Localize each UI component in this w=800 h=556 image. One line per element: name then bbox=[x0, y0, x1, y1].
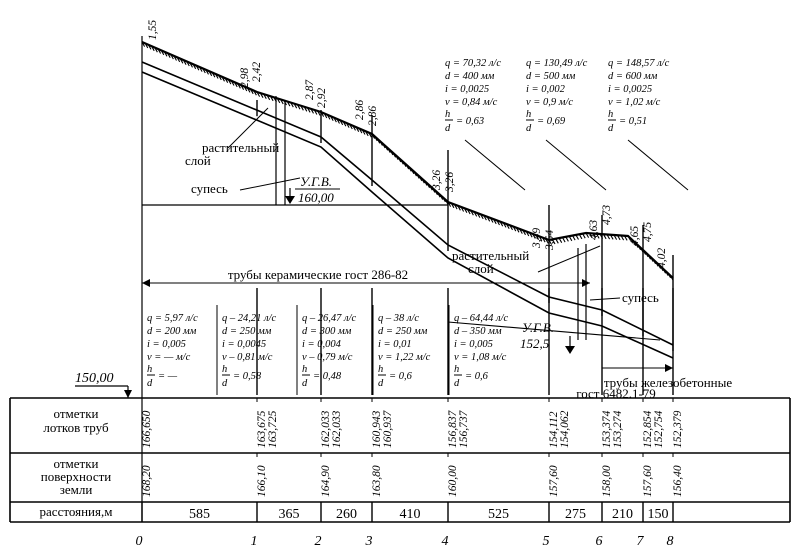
station-number-1: 1 bbox=[250, 534, 258, 549]
depth-label-station-6: 4,63 bbox=[588, 219, 600, 240]
segment-lower-0-h: h bbox=[147, 364, 153, 375]
ground-surface-line bbox=[142, 42, 673, 278]
segment-upper-1-d: d = 500 мм bbox=[526, 71, 576, 82]
ground-elevation-station-6: 158,00 bbox=[601, 465, 613, 497]
segment-upper-2-hd: = 0,51 bbox=[619, 116, 648, 127]
segment-upper-1-dd: d bbox=[526, 123, 532, 134]
ground-elevation-station-4: 160,00 bbox=[447, 465, 459, 497]
segment-lower-4-h: h bbox=[454, 364, 460, 375]
invert-elevation-station-2: 162,033 bbox=[320, 410, 332, 448]
ground-elevation-station-1: 166,10 bbox=[256, 465, 268, 497]
distance-value-5: 275 bbox=[565, 507, 586, 522]
segment-upper-0-h: h bbox=[445, 109, 451, 120]
ground-elevation-station-8: 156,40 bbox=[672, 465, 684, 497]
invert-elevation-station-7: 152,754 bbox=[653, 410, 665, 448]
gw1-arrow-head bbox=[285, 196, 295, 204]
groundwater-elevation-2: 152,5 bbox=[520, 336, 550, 351]
segment-lower-4-i: i = 0,005 bbox=[454, 339, 493, 350]
invert-elevation-station-3: 160,937 bbox=[382, 410, 394, 448]
segment-upper-0-i: i = 0,0025 bbox=[445, 84, 490, 95]
distance-value-4: 525 bbox=[488, 507, 509, 522]
segment-lower-3-i: i = 0,01 bbox=[378, 339, 412, 350]
station-number-5: 5 bbox=[542, 534, 550, 549]
segment-upper-leader-0 bbox=[465, 140, 525, 190]
segment-lower-2-hd: = 0,48 bbox=[313, 371, 342, 382]
sandy-loam-label-2: супесь bbox=[622, 290, 659, 305]
segment-lower-0-v: v = — м/с bbox=[147, 352, 191, 363]
invert-elevation-station-1: 163,725 bbox=[267, 410, 279, 448]
invert-elevation-station-5: 154,062 bbox=[559, 410, 571, 448]
concrete-arrow-right bbox=[665, 364, 673, 372]
segment-upper-1-q: q = 130,49 л/с bbox=[526, 58, 588, 69]
segment-upper-0-q: q = 70,32 л/с bbox=[445, 58, 501, 69]
segment-lower-4-hd: = 0,6 bbox=[465, 371, 488, 382]
segment-lower-1-hd: = 0,58 bbox=[233, 371, 262, 382]
segment-lower-2-dd: d bbox=[302, 378, 308, 389]
depth-label-station-1: 2,42 bbox=[251, 61, 263, 82]
concrete-pipes-label: трубы железобетонные bbox=[603, 375, 733, 390]
row-label-distances: расстояния,м bbox=[39, 504, 113, 519]
station-number-3: 3 bbox=[365, 534, 373, 549]
topsoil-label-2: слой bbox=[468, 261, 494, 276]
topsoil-label-2: растительный bbox=[452, 248, 530, 263]
segment-upper-2-q: q = 148,57 л/с bbox=[608, 58, 670, 69]
segment-lower-0-i: i = 0,005 bbox=[147, 339, 186, 350]
segment-upper-0-d: d = 400 мм bbox=[445, 71, 495, 82]
sandy-loam-leader-2 bbox=[590, 298, 620, 300]
topsoil-label: растительный bbox=[202, 140, 280, 155]
segment-lower-2-h: h bbox=[302, 364, 308, 375]
station-number-7: 7 bbox=[636, 534, 644, 549]
invert-elevation-station-8: 152,379 bbox=[672, 410, 684, 448]
groundwater-elevation-1: 160,00 bbox=[298, 190, 334, 205]
segment-lower-3-v: v = 1,22 м/с bbox=[378, 352, 431, 363]
segment-lower-1-i: i = 0,0045 bbox=[222, 339, 267, 350]
segment-upper-leader-1 bbox=[546, 140, 606, 190]
pipe-top-line bbox=[142, 62, 673, 345]
ground-elevation-station-5: 157,60 bbox=[548, 465, 560, 497]
segment-lower-0-q: q = 5,97 л/с bbox=[147, 313, 198, 324]
segment-lower-1-v: v – 0,81 м/с bbox=[222, 352, 273, 363]
segment-lower-1-q: q – 24,21 л/с bbox=[222, 313, 277, 324]
depth-label-station-2: 2,92 bbox=[316, 87, 328, 108]
sandy-loam-leader bbox=[240, 178, 300, 190]
distance-value-0: 585 bbox=[189, 507, 210, 522]
segment-lower-0-hd: = — bbox=[158, 371, 178, 382]
segment-upper-1-i: i = 0,002 bbox=[526, 84, 565, 95]
distance-value-2: 260 bbox=[336, 507, 357, 522]
invert-elevation-station-4: 156,737 bbox=[458, 410, 470, 448]
station-number-4: 4 bbox=[441, 534, 449, 549]
invert-elevation-station-7: 152,854 bbox=[642, 410, 654, 448]
depth-label-station-1: 2,98 bbox=[239, 67, 251, 88]
invert-elevation-station-4: 156,837 bbox=[447, 410, 459, 448]
station-number-0: 0 bbox=[135, 534, 143, 549]
segment-upper-2-h: h bbox=[608, 109, 614, 120]
invert-elevation-station-3: 160,943 bbox=[371, 410, 383, 448]
segment-lower-3-dd: d bbox=[378, 378, 384, 389]
segment-lower-4-v: v = 1,08 м/с bbox=[454, 352, 507, 363]
segment-lower-2-v: v – 0,79 м/с bbox=[302, 352, 353, 363]
ceramic-arrow-left bbox=[142, 279, 150, 287]
distance-value-6: 210 bbox=[612, 507, 633, 522]
depth-label-station-3: 2,86 bbox=[367, 105, 379, 126]
segment-upper-2-dd: d bbox=[608, 123, 614, 134]
invert-elevation-station-6: 153,274 bbox=[612, 410, 624, 448]
segment-lower-3-h: h bbox=[378, 364, 384, 375]
depth-label-station-6: 4,73 bbox=[601, 204, 613, 225]
ground-elevation-station-2: 164,90 bbox=[320, 465, 332, 497]
segment-lower-0-d: d = 200 мм bbox=[147, 326, 197, 337]
ground-elevation-station-3: 163,80 bbox=[371, 465, 383, 497]
segment-upper-1-v: v = 0,9 м/с bbox=[526, 97, 574, 108]
depth-label-station-3: 2,86 bbox=[354, 99, 366, 120]
datum-label: 150,00 bbox=[75, 371, 114, 386]
segment-upper-2-i: i = 0,0025 bbox=[608, 84, 653, 95]
invert-elevation-station-2: 162,033 bbox=[331, 410, 343, 448]
segment-upper-1-h: h bbox=[526, 109, 532, 120]
segment-lower-1-h: h bbox=[222, 364, 228, 375]
row-label-ground: отметки bbox=[53, 456, 99, 471]
segment-lower-4-dd: d bbox=[454, 378, 460, 389]
segment-lower-1-dd: d bbox=[222, 378, 228, 389]
row-label-ground: поверхности bbox=[40, 469, 112, 484]
segment-upper-1-hd: = 0,69 bbox=[537, 116, 566, 127]
invert-elevation-station-5: 154,112 bbox=[548, 411, 560, 448]
depth-label-station-7: 4,75 bbox=[642, 221, 654, 242]
concrete-pipes-standard: гост 6482.1-79 bbox=[576, 386, 656, 401]
segment-upper-leader-2 bbox=[628, 140, 688, 190]
distance-value-3: 410 bbox=[399, 507, 421, 522]
depth-label-station-8: 4,02 bbox=[656, 247, 668, 268]
segment-lower-3-hd: = 0,6 bbox=[389, 371, 412, 382]
segment-lower-2-q: q – 26,47 л/с bbox=[302, 313, 357, 324]
segment-lower-0-dd: d bbox=[147, 378, 153, 389]
datum-arrow bbox=[124, 390, 132, 398]
row-label-inverts: лотков труб bbox=[43, 420, 109, 435]
segment-lower-2-i: i = 0,004 bbox=[302, 339, 341, 350]
station-number-2: 2 bbox=[314, 534, 322, 549]
segment-lower-4-d: d – 350 мм bbox=[454, 326, 502, 337]
ceramic-pipes-label: трубы керамические гост 286-82 bbox=[227, 267, 409, 282]
station-number-8: 8 bbox=[666, 534, 674, 549]
sandy-loam-label: супесь bbox=[191, 181, 228, 196]
segment-upper-0-hd: = 0,63 bbox=[456, 116, 485, 127]
segment-upper-0-dd: d bbox=[445, 123, 451, 134]
segment-upper-2-d: d = 600 мм bbox=[608, 71, 658, 82]
row-label-ground: земли bbox=[59, 482, 93, 497]
segment-lower-1-d: d = 250 мм bbox=[222, 326, 272, 337]
segment-lower-2-d: d = 300 мм bbox=[302, 326, 352, 337]
segment-lower-3-d: d = 250 мм bbox=[378, 326, 428, 337]
segment-upper-2-v: v = 1,02 м/с bbox=[608, 97, 661, 108]
depth-label-station-4: 3,26 bbox=[431, 169, 443, 190]
row-label-inverts: отметки bbox=[53, 406, 99, 421]
depth-label-station-0: 1,55 bbox=[147, 19, 159, 40]
depth-label-station-4: 3,26 bbox=[444, 171, 456, 192]
depth-label-station-7: 4,65 bbox=[629, 225, 641, 246]
groundwater-label-1: У.Г.В. bbox=[300, 174, 333, 189]
depth-label-station-2: 2,87 bbox=[304, 79, 316, 100]
segment-lower-3-q: q – 38 л/с bbox=[378, 313, 420, 324]
topsoil-label: слой bbox=[185, 153, 211, 168]
depth-label-station-5: 3,49 bbox=[531, 227, 543, 248]
segment-lower-4-q: q – 64,44 л/с bbox=[454, 313, 509, 324]
invert-elevation-station-6: 153,374 bbox=[601, 410, 613, 448]
segment-upper-0-v: v = 0,84 м/с bbox=[445, 97, 498, 108]
invert-elevation-station-1: 163,675 bbox=[256, 410, 268, 448]
invert-elevation-station-0: 166,650 bbox=[141, 410, 153, 448]
ground-elevation-station-0: 168,20 bbox=[141, 465, 153, 497]
distance-value-7: 150 bbox=[647, 507, 669, 522]
ground-elevation-station-7: 157,60 bbox=[642, 465, 654, 497]
distance-value-1: 365 bbox=[278, 507, 300, 522]
gw2-arrow-head bbox=[565, 346, 575, 354]
station-number-6: 6 bbox=[595, 534, 603, 549]
depth-label-station-5: 3,54 bbox=[544, 229, 556, 250]
groundwater-label-2: У.Г.В. bbox=[522, 320, 555, 335]
